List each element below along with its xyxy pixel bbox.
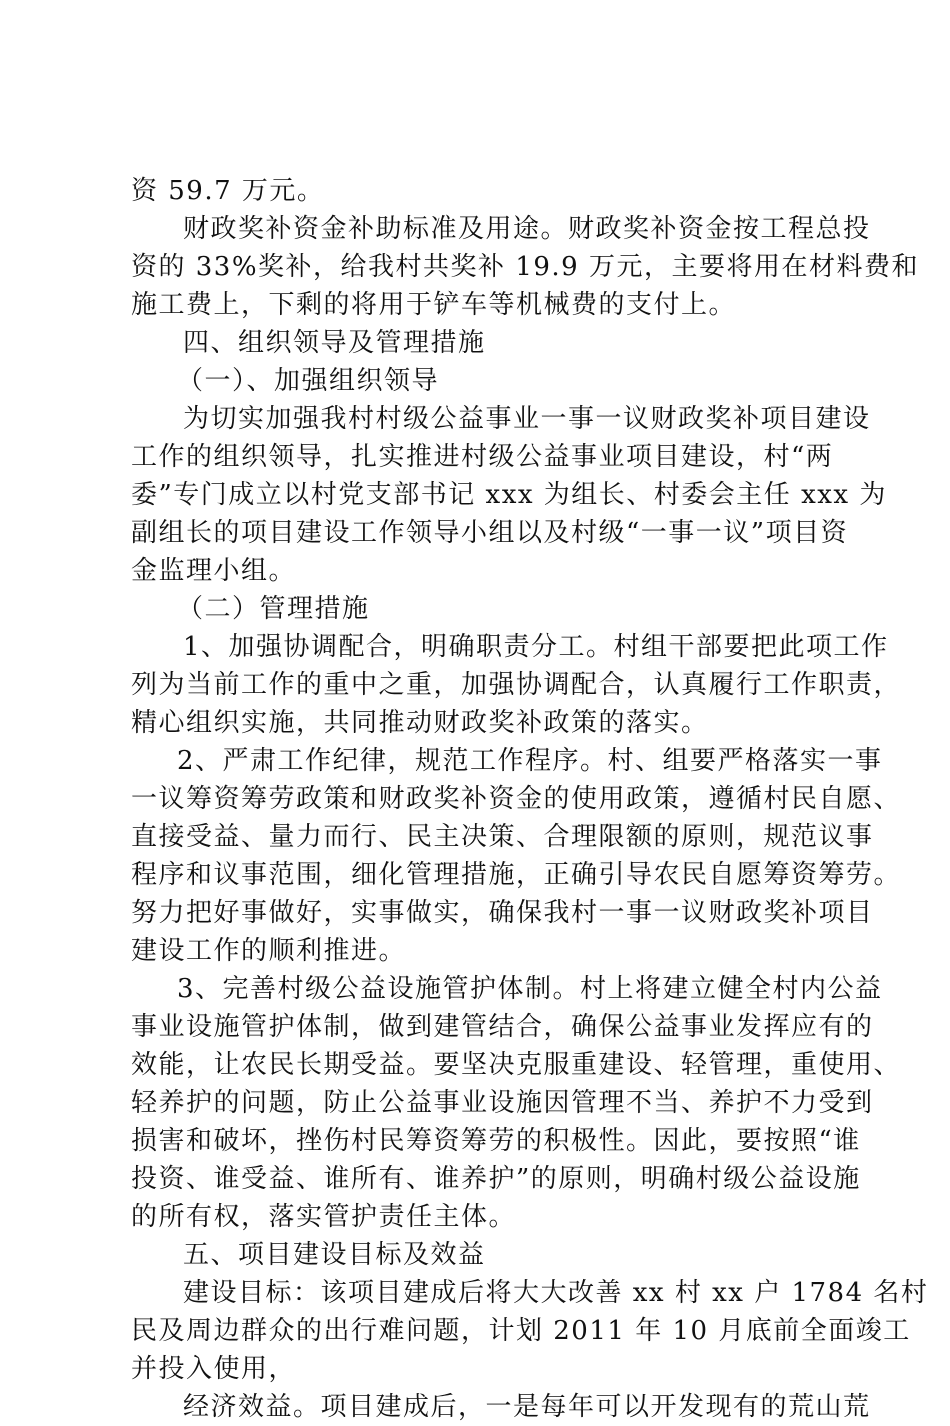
section-heading: 四、组织领导及管理措施 [183, 328, 486, 358]
subsection-heading: （二）管理措施 [177, 594, 370, 624]
text-line: 金监理小组。 [131, 556, 297, 586]
text-line: 资的 33%奖补，给我村共奖补 19.9 万元，主要将用在材料费和 [131, 252, 919, 282]
text-line: 2、严肃工作纪律，规范工作程序。村、组要严格落实一事 [177, 746, 883, 776]
text-line: 程序和议事范围，细化管理措施，正确引导农民自愿筹资筹劳。 [131, 860, 902, 890]
text-line: 1、加强协调配合，明确职责分工。村组干部要把此项工作 [183, 632, 889, 662]
text-line: 损害和破坏，挫伤村民筹资筹劳的积极性。因此，要按照“谁 [131, 1126, 861, 1156]
text-line: 效能，让农民长期受益。要坚决克服重建设、轻管理，重使用、 [131, 1050, 902, 1080]
subsection-heading: （一）、加强组织领导 [177, 366, 440, 396]
text-line: 的所有权，落实管护责任主体。 [131, 1202, 517, 1232]
text-line: 轻养护的问题，防止公益事业设施因管理不当、养护不力受到 [131, 1088, 874, 1118]
text-line: 建设工作的顺利推进。 [131, 936, 407, 966]
text-line: 事业设施管护体制，做到建管结合，确保公益事业发挥应有的 [131, 1012, 874, 1042]
section-heading: 五、项目建设目标及效益 [183, 1240, 486, 1270]
text-line: 一议筹资筹劳政策和财政奖补资金的使用政策，遵循村民自愿、 [131, 784, 902, 814]
text-line: 民及周边群众的出行难问题，计划 2011 年 10 月底前全面竣工 [131, 1316, 911, 1346]
text-line: 并投入使用， [131, 1354, 297, 1384]
text-line: 为切实加强我村村级公益事业一事一议财政奖补项目建设 [183, 404, 871, 434]
text-line: 委”专门成立以村党支部书记 xxx 为组长、村委会主任 xxx 为 [131, 480, 887, 510]
text-line: 施工费上，下剩的将用于铲车等机械费的支付上。 [131, 290, 737, 320]
text-line: 副组长的项目建设工作领导小组以及村级“一事一议”项目资 [131, 518, 849, 548]
text-line: 3、完善村级公益设施管护体制。村上将建立健全村内公益 [177, 974, 883, 1004]
text-line: 经济效益。项目建成后，一是每年可以开发现有的荒山荒 [183, 1392, 871, 1422]
text-line: 工作的组织领导，扎实推进村级公益事业项目建设，村“两 [131, 442, 834, 472]
text-line: 建设目标：该项目建成后将大大改善 xx 村 xx 户 1784 名村 [183, 1278, 929, 1308]
text-line: 直接受益、量力而行、民主决策、合理限额的原则，规范议事 [131, 822, 874, 852]
text-line: 财政奖补资金补助标准及用途。财政奖补资金按工程总投 [183, 214, 871, 244]
text-line: 投资、谁受益、谁所有、谁养护”的原则，明确村级公益设施 [131, 1164, 861, 1194]
text-line: 列为当前工作的重中之重，加强协调配合，认真履行工作职责， [131, 670, 902, 700]
text-line: 努力把好事做好，实事做实，确保我村一事一议财政奖补项目 [131, 898, 874, 928]
text-line: 精心组织实施，共同推动财政奖补政策的落实。 [131, 708, 709, 738]
text-line: 资 59.7 万元。 [131, 176, 325, 206]
